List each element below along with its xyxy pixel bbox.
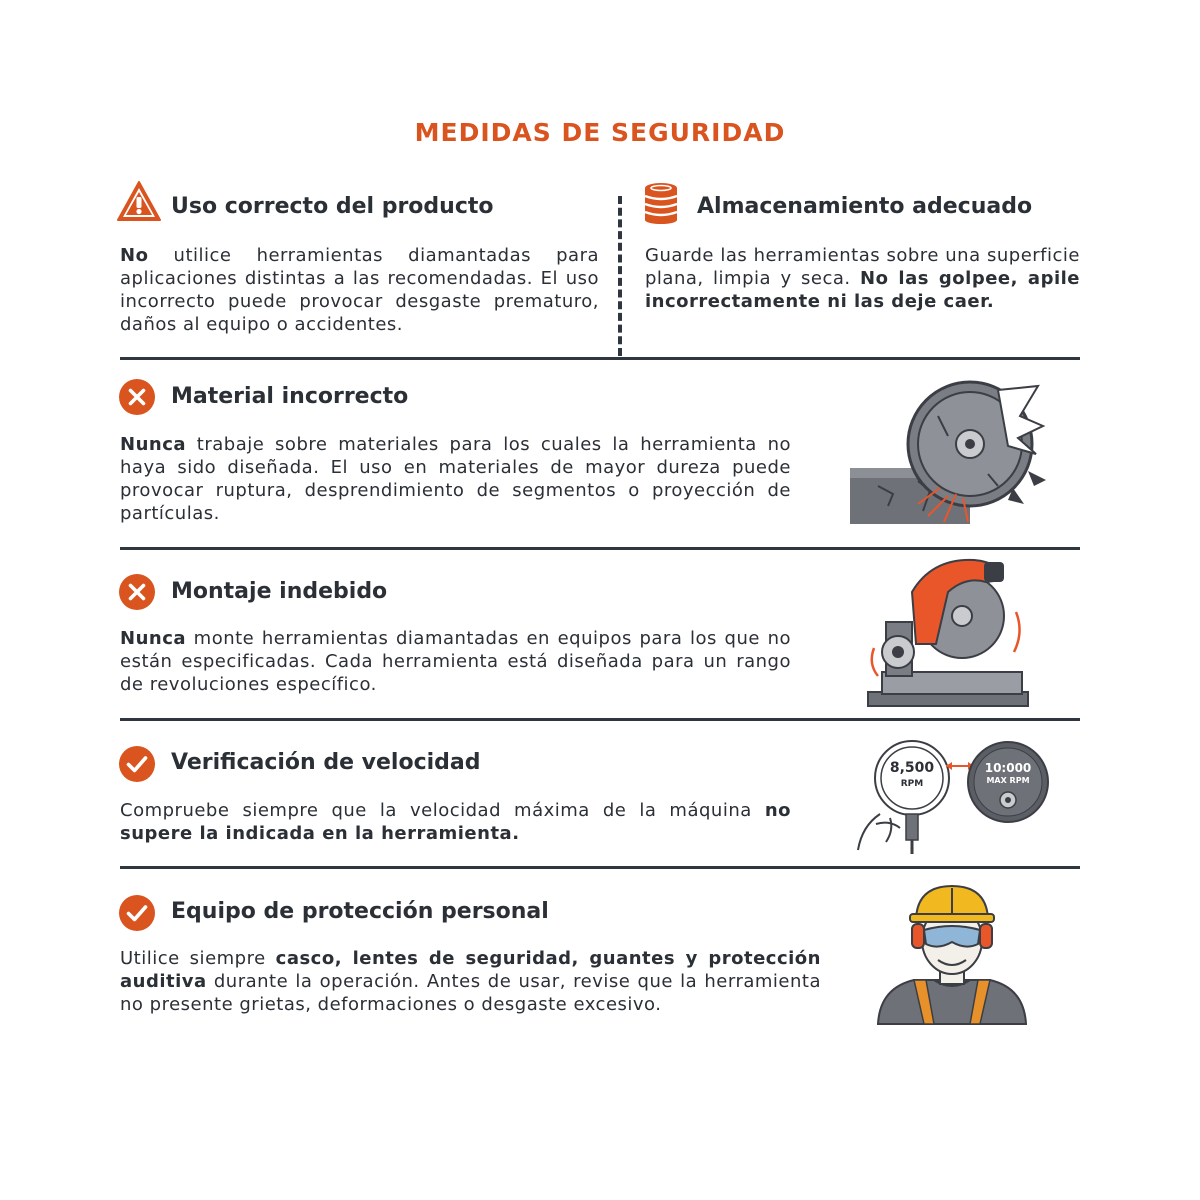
text-run: trabaje sobre materiales para los cuales la herramienta no haya sido diseñada. El uso en materiales de mayor dureza puede provocar ruptura, desprendimiento de segmentos o proyección de partículas. <box>120 434 791 524</box>
disc-unit: MAX RPM <box>986 776 1030 785</box>
worker-ppe-illustration <box>874 884 1030 1026</box>
section-title-montaje: Montaje indebido <box>171 579 388 604</box>
gauge-value: 8,500 <box>889 760 935 776</box>
page-title: MEDIDAS DE SEGURIDAD <box>414 118 786 147</box>
divider <box>120 357 1080 360</box>
stacked-discs-icon <box>643 182 679 224</box>
gauge-unit: RPM <box>900 779 924 789</box>
section-title-uso: Uso correcto del producto <box>171 194 494 219</box>
x-circle-icon <box>118 378 156 416</box>
warning-triangle-icon <box>116 180 162 222</box>
emphasis: Nunca <box>120 434 187 455</box>
section-title-almacenamiento: Almacenamiento adecuado <box>697 194 1033 219</box>
section-text-uso <box>120 244 599 336</box>
section-text-almacenamiento <box>645 244 1080 313</box>
section-title-material: Material incorrecto <box>171 384 409 409</box>
x-circle-icon <box>118 573 156 611</box>
section-text-material <box>120 433 791 525</box>
section-text-montaje <box>120 627 791 696</box>
section-title-velocidad: Verificación de velocidad <box>171 750 481 775</box>
divider <box>120 547 1080 550</box>
emphasis: No <box>120 245 149 266</box>
miter-saw-illustration <box>862 552 1032 712</box>
text-run: Utilice siempre <box>120 948 276 969</box>
rpm-comparison-illustration <box>850 738 1060 858</box>
column-divider <box>618 196 622 356</box>
section-text-velocidad <box>120 799 791 845</box>
section-text-epp <box>120 947 821 1016</box>
text-run: Compruebe siempre que la velocidad máxima de la máquina <box>120 800 765 821</box>
text-run: durante la operación. Antes de usar, revise que la herramienta no presente grietas, deformaciones o desgaste excesivo. <box>120 971 821 1015</box>
disc-value: 10:000 <box>984 761 1032 775</box>
emphasis: No las golpee, apile incorrectamente ni las deje caer. <box>645 268 1081 312</box>
check-circle-icon <box>118 745 156 783</box>
emphasis: Nunca <box>120 628 187 649</box>
emphasis: no supere la indicada en la herramienta. <box>120 800 791 844</box>
text-run: monte herramientas diamantadas en equipos para los que no están especificadas. Cada herramienta está diseñada para un rango de revoluciones específico. <box>120 628 791 695</box>
text-run: utilice herramientas diamantadas para aplicaciones distintas a las recomendadas. El uso incorrecto puede provocar desgaste prematuro, daños al equipo o accidentes. <box>120 245 599 335</box>
divider <box>120 866 1080 869</box>
broken-blade-illustration <box>848 376 1058 528</box>
emphasis: casco, lentes de seguridad, guantes y protección auditiva <box>120 948 821 992</box>
section-title-epp: Equipo de protección personal <box>171 899 549 924</box>
text-run: Guarde las herramientas sobre una superficie plana, limpia y seca. <box>645 245 1080 289</box>
divider <box>120 718 1080 721</box>
check-circle-icon <box>118 894 156 932</box>
